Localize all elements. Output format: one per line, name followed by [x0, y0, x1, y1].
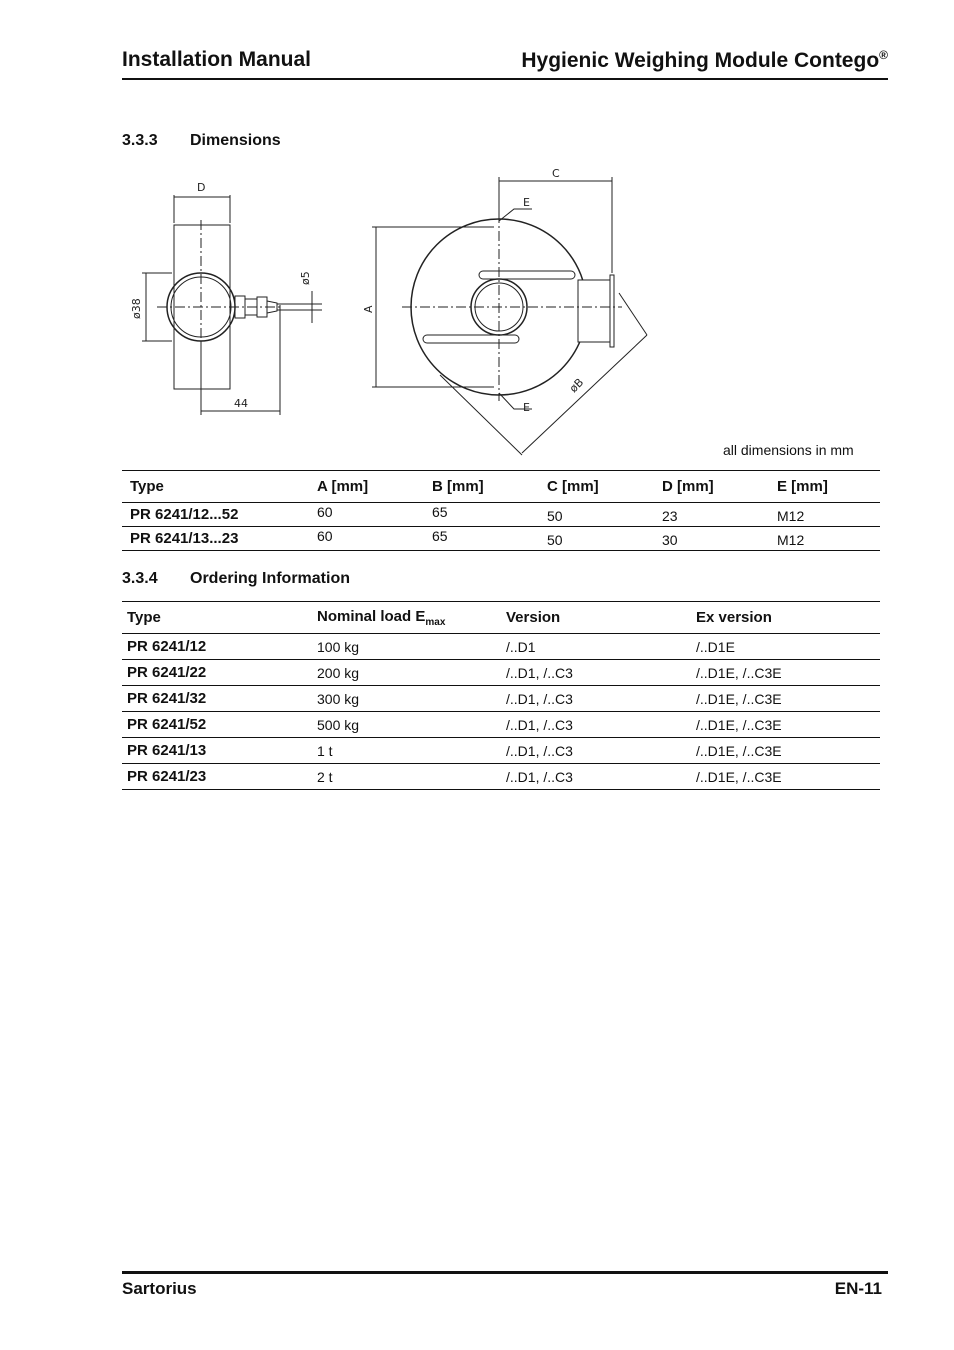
col-ex-version: Ex version [696, 609, 772, 626]
flange-plate [610, 275, 614, 347]
load-cell: 2 t [317, 768, 333, 785]
type-cell: PR 6241/12...52 [130, 506, 239, 523]
ordering-header-row [122, 602, 880, 634]
version-cell: /..D1, /..C3 [506, 768, 573, 785]
label-e-bottom: E [523, 401, 530, 414]
label-dia-b: øB [566, 375, 587, 396]
registered-mark: ® [879, 48, 888, 62]
label-dia5: ø5 [299, 271, 312, 285]
label-e-top: E [523, 196, 530, 209]
col-d: D [mm] [662, 478, 714, 495]
units-note: all dimensions in mm [723, 442, 854, 458]
product-title [521, 48, 888, 73]
upper-slot [479, 271, 575, 279]
section-number: 3.3.3 [122, 132, 158, 149]
table-row [122, 660, 880, 686]
ordering-table [122, 601, 880, 790]
col-b: B [mm] [432, 478, 484, 495]
table-row [122, 686, 880, 712]
section-number: 3.3.4 [122, 570, 158, 587]
table-row [122, 527, 880, 551]
version-cell: /..D1 [506, 638, 536, 655]
col-c: C [mm] [547, 478, 599, 495]
version-cell: /..D1, /..C3 [506, 742, 573, 759]
e-cell: M12 [777, 532, 805, 548]
version-cell: /..D1, /..C3 [506, 716, 573, 733]
b-dim-line [522, 335, 647, 453]
section-heading-dimensions [122, 132, 281, 150]
b-cell: 65 [432, 528, 448, 544]
side-flange [578, 280, 612, 342]
label-d: D [197, 181, 206, 194]
type-cell: PR 6241/13 [127, 742, 207, 759]
ex-version-cell: /..D1E, /..C3E [696, 742, 782, 759]
load-cell: 500 kg [317, 716, 360, 733]
type-cell: PR 6241/52 [127, 716, 207, 733]
section-title: Dimensions [190, 132, 281, 149]
manual-title: Installation Manual [122, 48, 312, 71]
ex-version-cell: /..D1E, /..C3E [696, 716, 782, 733]
e-cell: M12 [777, 508, 805, 524]
dimensions-header-row [122, 471, 880, 503]
type-cell: PR 6241/23 [127, 768, 207, 785]
version-cell: /..D1, /..C3 [506, 690, 573, 707]
load-cell: 300 kg [317, 690, 360, 707]
col-e: E [mm] [777, 478, 828, 495]
load-cell: 200 kg [317, 664, 360, 681]
ex-version-cell: /..D1E, /..C3E [696, 690, 782, 707]
type-cell: PR 6241/13...23 [130, 530, 239, 547]
b-cell: 65 [432, 504, 448, 520]
section-title: Ordering Information [190, 570, 350, 587]
page-header [122, 44, 888, 80]
type-cell: PR 6241/12 [127, 638, 207, 655]
load-cell: 1 t [317, 742, 333, 759]
a-cell: 60 [317, 504, 333, 520]
label-c: C [552, 167, 560, 180]
dimension-drawing [122, 165, 682, 460]
c-cell: 50 [547, 508, 563, 524]
table-row [122, 764, 880, 790]
page-footer [122, 1271, 888, 1304]
table-row [122, 634, 880, 660]
col-type: Type [130, 478, 164, 495]
nominal-load-subscript: max [425, 616, 446, 628]
section-heading-ordering [122, 570, 350, 588]
label-dia38: ø38 [130, 298, 143, 319]
table-row [122, 503, 880, 527]
label-a: A [362, 305, 375, 313]
lower-slot [423, 335, 519, 343]
a-cell: 60 [317, 528, 333, 544]
product-name: Hygienic Weighing Module Contego [521, 49, 880, 72]
load-cell: 100 kg [317, 638, 360, 655]
ex-version-cell: /..D1E [696, 638, 735, 655]
col-type: Type [127, 609, 161, 626]
version-cell: /..D1, /..C3 [506, 664, 573, 681]
ex-version-cell: /..D1E, /..C3E [696, 664, 782, 681]
dimensions-table [122, 470, 880, 551]
page-number: EN-11 [834, 1279, 882, 1298]
d-cell: 30 [662, 532, 678, 548]
d-cell: 23 [662, 508, 678, 524]
nominal-load-label: Nominal load E [317, 607, 426, 625]
col-version: Version [506, 609, 561, 626]
label-44: 44 [234, 397, 248, 410]
ex-version-cell: /..D1E, /..C3E [696, 768, 782, 785]
c-cell: 50 [547, 532, 563, 548]
table-row [122, 712, 880, 738]
col-a: A [mm] [317, 478, 369, 495]
type-cell: PR 6241/22 [127, 664, 207, 681]
company-name: Sartorius [122, 1279, 197, 1298]
b-ext-high [619, 293, 647, 335]
col-nominal-load [312, 602, 501, 634]
table-row [122, 738, 880, 764]
type-cell: PR 6241/32 [127, 690, 207, 707]
